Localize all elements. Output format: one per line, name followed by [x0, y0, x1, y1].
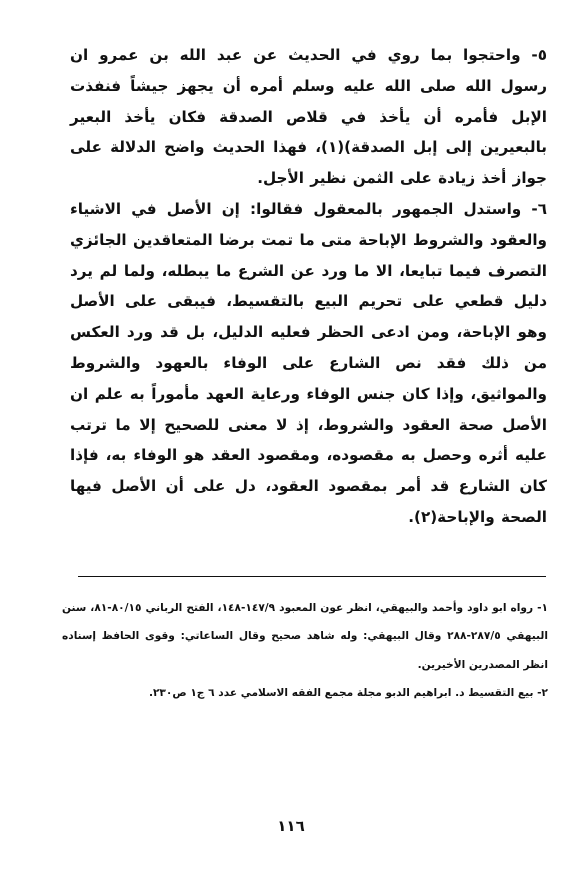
footnote-separator — [78, 576, 546, 577]
footnote-2: ٢- بيع التقسيط د. ابراهيم الدبو مجلة مجمع الفقه الاسلامي عدد ٦ ج١ ص٢٣٠. — [148, 687, 548, 700]
paragraph-6: ٦- واستدل الجمهور بالمعقول فقالوا: إن الأصل في الاشياء والعقود والشروط الإباحة متى ما تمت برضا المتعاقدين الجائزي التصرف فيما تبايعا، الا ما ورد عن الشرع ما يبطله، ولما لم يرد دليل قطعي على تحريم البيع بالتقسيط، فيبقى على الأصل وهو الإباحة، ومن ادعى الحظر فعليه الدليل، بل قد ورد العكس من ذلك فقد نص الشارع على الوفاء بالعهود والشروط والمواثيق، وإذا كان جنس الوفاء ورعاية العهد مأموراً به علم ان الأصل صحة العقود والشروط، إذ لا معنى للصحيح إلا ما ترتب عليه أثره وحصل به مقصوده، ومقصود العقد هو الوفاء به، فإذا كان الشارع قد أمر بمقصود العقود، دل على أن الأصل فيها الصحة والإباحة(٢). — [70, 199, 547, 526]
paragraph-5: ٥- واحتجوا بما روي في الحديث عن عبد الله بن عمرو ان رسول الله صلى الله عليه وسلم أمره أن يجهز جيشاً فنفذت الإبل فأمره أن يأخذ في قلاص الصدقة فكان يأخذ البعير بالبعيرين إلى إبل الصدقة)(١)، فهذا الحديث واضح الدلالة على جواز أخذ زيادة على الثمن نظير الأجل. — [70, 46, 547, 188]
footnotes — [62, 594, 548, 708]
main-text — [70, 40, 547, 533]
page-number: ١١٦ — [277, 817, 305, 835]
footnote-1: ١- رواه ابو داود وأحمد والبيهقي، انظر عون المعبود ١٤٧/٩-١٤٨، الفتح الرباني ٨٠/١٥-٨١، سنن البيهقي ٢٨٧/٥-٢٨٨ وقال البيهقي: وله شاهد صحيح وقال الساعاتي: وقوى الحافظ إسناده انظر المصدرين الأخيرين. — [62, 602, 548, 671]
